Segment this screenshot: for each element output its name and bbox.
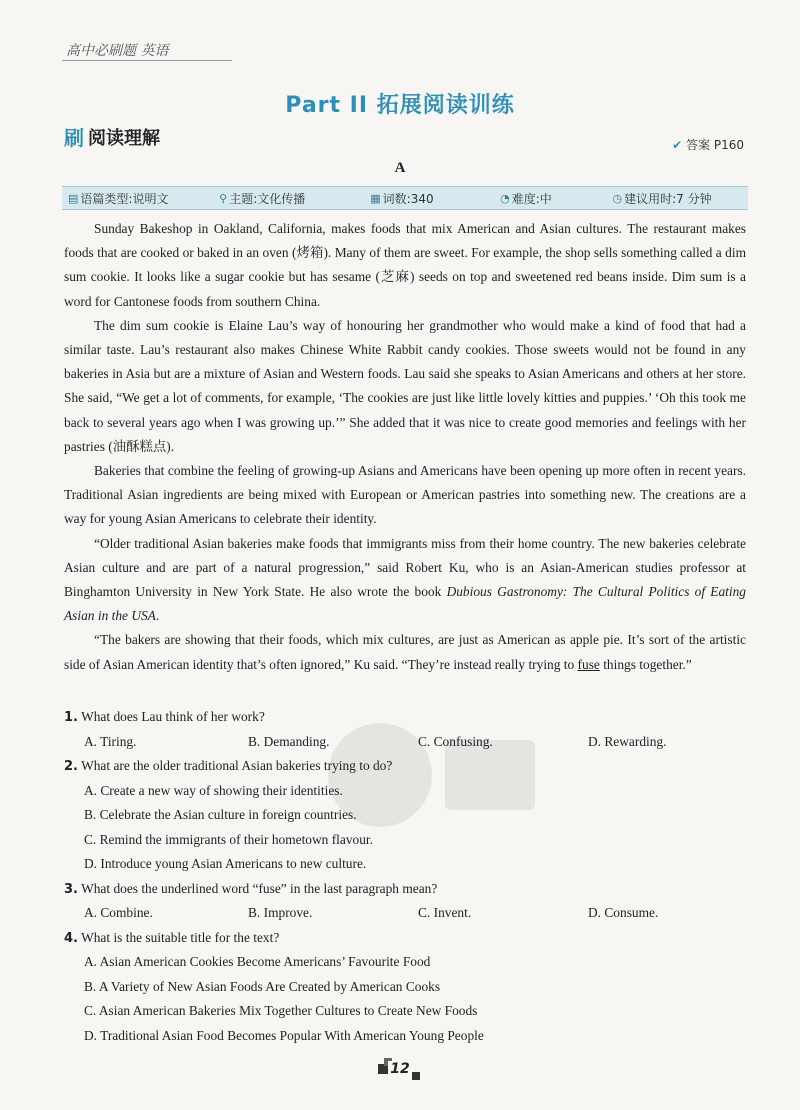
- info-time: ◷ 建议用时:7 分钟: [612, 191, 712, 206]
- question-1: 1. What does Lau think of her work?: [64, 709, 265, 725]
- question-4: 4. What is the suitable title for the text?: [64, 929, 280, 946]
- info-difficulty: ◔ 难度:中: [500, 191, 552, 206]
- option: A. Tiring.: [84, 733, 137, 749]
- page-number-badge: [378, 1058, 422, 1080]
- info-words: ▦ 词数:340: [370, 191, 434, 206]
- option: D. Traditional Asian Food Becomes Popular With American Young People: [84, 1027, 484, 1043]
- word-count-icon: ▦: [370, 191, 381, 205]
- search-icon: ⚲: [219, 191, 228, 205]
- option: A. Create a new way of showing their identities.: [84, 782, 343, 798]
- option: C. Confusing.: [418, 733, 493, 749]
- question-1-options: [64, 730, 754, 755]
- answer-reference-text: 答案 P160: [686, 138, 744, 152]
- option: B. Demanding.: [248, 733, 330, 749]
- option: C. Invent.: [418, 905, 472, 920]
- question-3: 3. What does the underlined word “fuse” in the last paragraph mean?: [64, 880, 438, 897]
- option: B. Improve.: [248, 905, 313, 920]
- option: B. A Variety of New Asian Foods Are Created by American Cooks: [84, 978, 441, 994]
- book-title: Dubious Gastronomy: The Cultural Politics of Eating Asian in the USA: [64, 584, 746, 624]
- paragraph-4: “Older traditional Asian bakeries make foods that immigrants miss from their home country. The new bakeries celebrate Asian culture and are part of a natural progression,” said Robert Ku, who is an Asian-American studies professor at Binghamton University in New York State. He also wrote the book Dubious Gastronomy: The Cultural Politics of Eating Asian in the USA.: [64, 535, 746, 624]
- info-topic: ⚲ 主题:文化传播: [219, 191, 306, 206]
- section-mark: 刷: [64, 126, 84, 150]
- question-3-options: [64, 901, 754, 926]
- underlined-word: fuse: [577, 656, 600, 672]
- header-rule: [62, 60, 232, 61]
- question-list: [64, 705, 754, 1048]
- option: A. Combine.: [84, 905, 153, 920]
- option: B. Celebrate the Asian culture in foreign countries.: [84, 807, 357, 822]
- option: A. Asian American Cookies Become Americans’ Favourite Food: [84, 954, 431, 969]
- option: C. Remind the immigrants of their hometown flavour.: [84, 831, 373, 847]
- passage-text: [64, 217, 746, 677]
- option: D. Consume.: [588, 905, 659, 920]
- option: C. Asian American Bakeries Mix Together Cultures to Create New Foods: [84, 1003, 478, 1018]
- option: D. Introduce young Asian Americans to new culture.: [84, 856, 367, 871]
- document-icon: ▤: [68, 191, 79, 205]
- passage-info-bar: [62, 186, 748, 210]
- gauge-icon: ◔: [500, 191, 510, 205]
- badge-square: [412, 1072, 420, 1080]
- paragraph-2: The dim sum cookie is Elaine Lau’s way of honouring her grandmother who would make a kind of food that had a similar taste. Lau’s restaurant also makes Chinese White Rabbit candy cookies. Those sweets would not be found in any bakeries in Asia but are a mixture of Asian and Western foods. Lau said she speaks to Asian Americans and others at her store. She said, “We get a lot of comments, for example, ‘The cookies are just like little lovely kitties and puppies.’ ‘Oh this took me back to several years ago when I was growing up.’” She added that it was nice to create good memories and feelings with her pastries (油酥糕点).: [64, 317, 746, 454]
- answer-reference: [672, 136, 744, 153]
- passage-label: A: [394, 160, 406, 176]
- paragraph-3: Bakeries that combine the feeling of growing-up Asians and Americans have been opening up more often in recent years. Traditional Asian ingredients are being mixed with European or American pastries into something new. The creations are a way for young Asian Americans to celebrate their identity.: [64, 463, 746, 527]
- info-type: ▤ 语篇类型:说明文: [68, 191, 169, 206]
- section-label: 阅读理解: [88, 127, 160, 149]
- running-header: 高中必刷题 英语: [66, 43, 169, 59]
- paragraph-1: Sunday Bakeshop in Oakland, California, makes foods that mix American and Asian cultures. The restaurant makes foods that are cooked or baked in an oven (烤箱). Many of them are sweet. For example, the shop sells something called a dim sum cookie. It looks like a sugar cookie but has sesame (芝麻) seeds on top and sweetened red beans inside. Dim sum is a word for Cantonese foods from southern China.: [64, 221, 746, 309]
- page-number: 12: [390, 1061, 410, 1077]
- clock-icon: ◷: [612, 191, 623, 205]
- part-title: Part II 拓展阅读训练: [285, 93, 515, 118]
- check-icon: ✔: [672, 138, 683, 152]
- paragraph-5: “The bakers are showing that their foods, which mix cultures, are just as American as apple pie. It’s sort of the artistic side of Asian American identity that’s often ignored,” Ku said. “They’re instead really trying to fuse things together.”: [64, 632, 746, 672]
- section-heading: [64, 122, 160, 151]
- question-2: 2. What are the older traditional Asian bakeries trying to do?: [64, 758, 393, 774]
- option: D. Rewarding.: [588, 733, 667, 749]
